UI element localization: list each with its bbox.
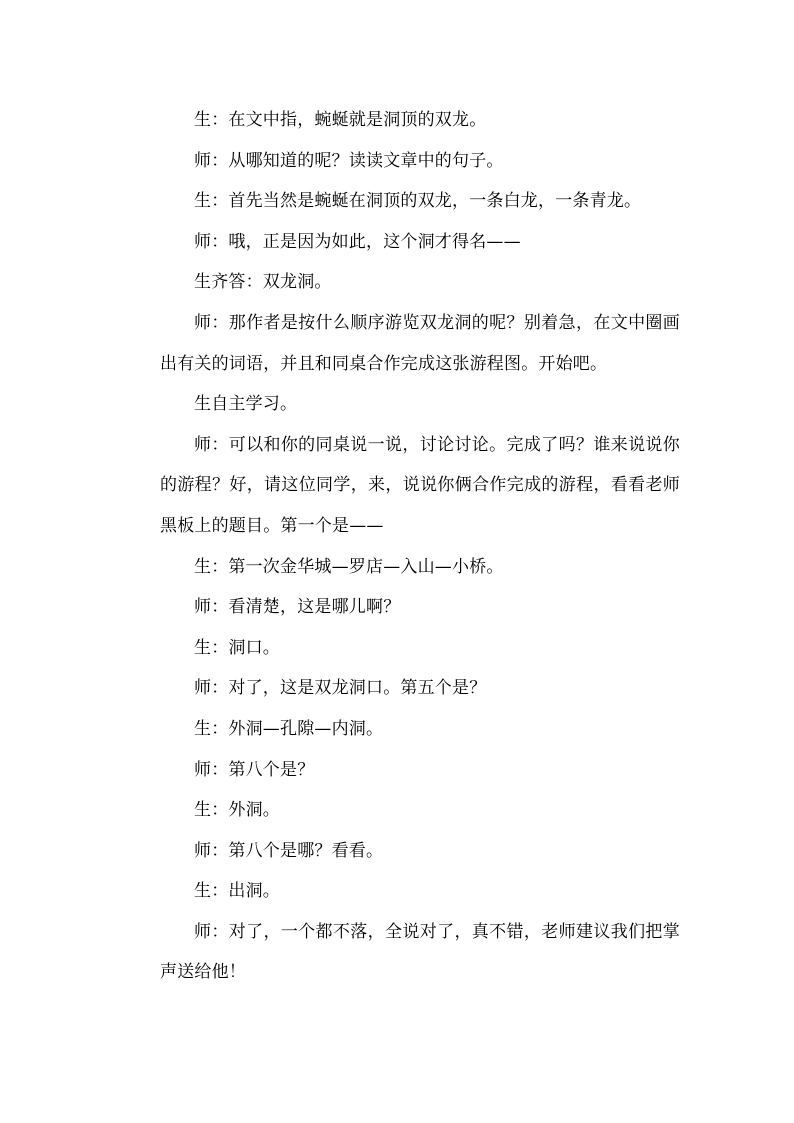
paragraph-3: 生：首先当然是蜿蜒在洞顶的双龙，一条白龙，一条青龙。 — [194, 191, 642, 212]
transcript-body — [160, 100, 680, 993]
paragraph-12: 师：对了，这是双龙洞口。第五个是？ — [194, 678, 487, 699]
paragraph-14: 师：第八个是？ — [194, 759, 315, 780]
paragraph-13: 生：外洞—孔隙—内洞。 — [194, 718, 384, 739]
paragraph-2: 师：从哪知道的呢？读读文章中的句子。 — [194, 150, 504, 171]
paragraph-4: 师：哦，正是因为如此，这个洞才得名—— — [194, 231, 521, 252]
paragraph-18: 师：对了，一个都不落，全说对了，真不错，老师建议我们把掌声送给他！ — [160, 921, 680, 983]
paragraph-16: 师：第八个是哪？看看。 — [194, 840, 384, 861]
paragraph-6: 师：那作者是按什么顺序游览双龙洞的呢？别着急，在文中圈画出有关的词语，并且和同桌合作完成这张游程图。开始吧。 — [160, 312, 680, 374]
paragraph-17: 生：出洞。 — [194, 881, 280, 902]
paragraph-11: 生：洞口。 — [194, 637, 280, 658]
paragraph-10: 师：看清楚，这是哪儿啊？ — [194, 597, 401, 618]
paragraph-9: 生：第一次金华城—罗店—入山—小桥。 — [194, 556, 504, 577]
paragraph-8: 师：可以和你的同桌说一说，讨论讨论。完成了吗？谁来说说你的游程？好，请这位同学，来，说说你俩合作完成的游程，看看老师黑板上的题目。第一个是—— — [160, 434, 680, 536]
paragraph-5: 生齐答：双龙洞。 — [194, 272, 332, 293]
paragraph-15: 生：外洞。 — [194, 800, 280, 821]
paragraph-1: 生：在文中指，蜿蜒就是洞顶的双龙。 — [194, 110, 487, 130]
paragraph-7: 生自主学习。 — [194, 394, 298, 415]
